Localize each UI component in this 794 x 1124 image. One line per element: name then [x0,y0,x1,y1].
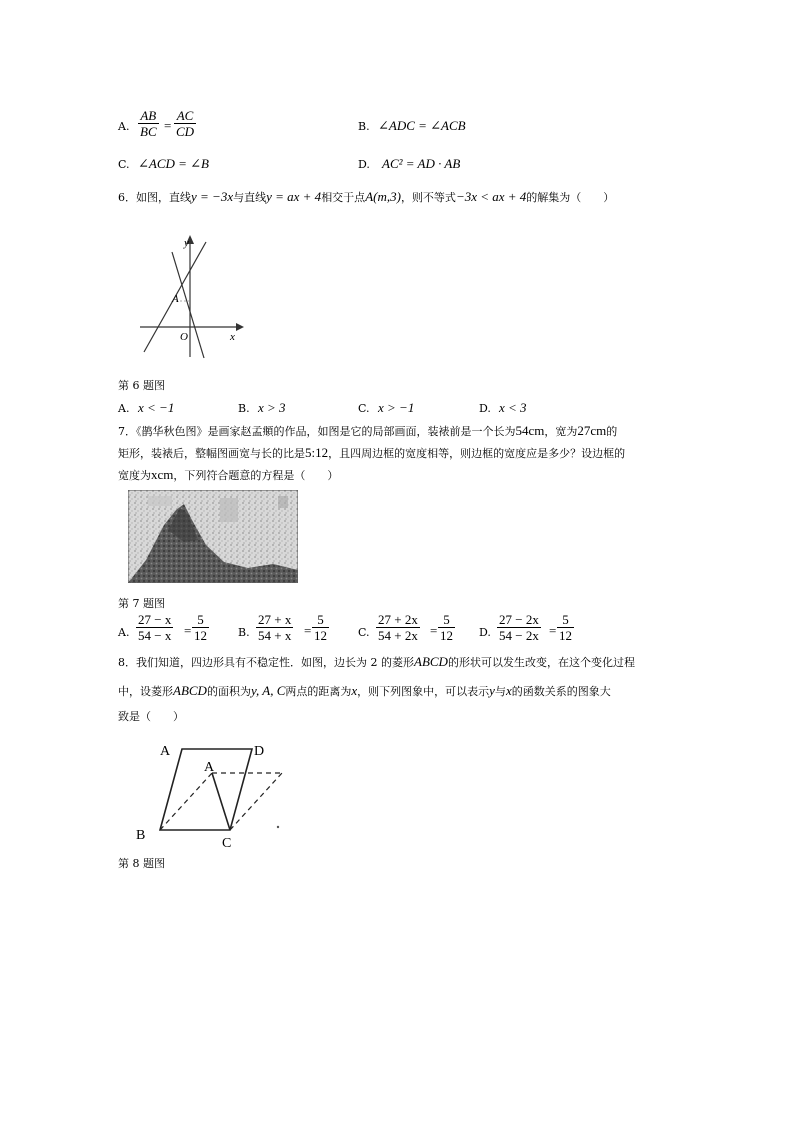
q7-ratio: 5:12 [305,445,329,460]
q6-option-c-text: x > −1 [378,400,415,415]
q7-option-b-lhs [256,612,293,643]
q8-stem-text: 中，设菱形 [118,685,173,698]
q6-option-b-text: x > 3 [258,400,286,415]
equals-sign: = [430,623,438,638]
q7-option-c-lhs [376,612,420,643]
q7-stem-text: ，且四周边框的宽度相等，则边框的宽度应是多少？设边框的 [328,447,626,460]
q7-length: 54cm [515,423,545,438]
q8-vertex-a-label: A [160,744,171,759]
q6-line1-eq: y = −3x [191,189,234,204]
q7-stem-text: ，下列符合题意的方程是（ ） [173,469,339,482]
q7-option-c-label: C. [358,626,370,639]
q8-vertex-b-label: B [136,828,146,843]
q8-stem-text: 与 [494,685,506,698]
equals-sign: = [184,623,192,638]
equals-sign: = [164,118,172,133]
q7-option-b-label: B. [238,626,250,639]
fraction-numerator: 27 − 2x [499,612,539,627]
q8-stem-text: 8．我们知道，四边形具有不稳定性．如图，边长为 2 的菱形 [118,656,414,669]
q7-option-d-rhs [557,612,574,643]
q6-stem-text: 与直线 [233,191,267,204]
q8-var-x: x [505,683,512,698]
fraction-denominator: CD [176,124,195,139]
fraction-denominator: 12 [194,628,207,643]
fraction-numerator: 5 [443,612,450,627]
q5-option-d-expr: AC² = AD · AB [382,156,461,171]
q8-shape: ABCD [414,654,448,669]
q7-stem-line1 [118,424,617,439]
fraction-denominator: 54 + x [258,628,292,643]
q6-origin-label: O [180,331,188,343]
q7-option-d-lhs [497,612,541,643]
fraction-denominator: 12 [440,628,453,643]
q8-var-x: x [351,683,358,698]
q8-stem-line3 [118,710,184,724]
fraction-denominator: 54 + 2x [378,628,418,643]
q5-option-a-label: A. [118,120,130,133]
fraction-numerator: 5 [317,612,324,627]
fraction-numerator: 5 [562,612,569,627]
equals-sign: = [304,623,312,638]
q6-stem [118,190,614,205]
q6-caption: 第 6 题图 [118,379,165,392]
q5-option-a-fraction2 [174,108,196,139]
q7-option-c-rhs [438,612,455,643]
q6-inequality: −3x < ax + 4 [455,189,527,204]
q5-option-a-fraction1 [138,108,159,139]
q8-stem-text: ，则下列图象中，可以表示 [357,685,490,698]
q6-axis-y-label: y [184,237,189,249]
q7-stem-text: ，宽为 [544,425,578,438]
q8-stem-line2 [118,684,611,699]
q6-line2-eq: y = ax + 4 [266,189,322,204]
q6-point-a-label: A [172,293,179,305]
q6-option-c-label: C. [358,402,370,415]
q8-stem-text: 致是（ ） [118,710,184,723]
q5-option-b-expr: ∠ADC = ∠ACB [378,118,466,133]
q8-shape: ABCD [173,683,207,698]
q8-rhombus-figure [132,735,302,853]
fraction-numerator: 27 + x [258,612,292,627]
fraction-denominator: 12 [314,628,327,643]
q8-caption: 第 8 题图 [118,857,165,870]
q5-option-c-label: C. [118,158,130,171]
q6-option-b-label: B. [238,402,250,415]
q8-stem-text: 的面积为 [206,685,251,698]
fraction-numerator: AC [176,108,194,123]
q8-stem-line1 [118,655,635,670]
q6-stem-text: 6．如图，直线 [118,191,191,204]
q6-graph-figure [136,232,246,362]
q7-option-a-rhs [192,612,209,643]
q7-width: 27cm [577,423,607,438]
q7-stem-text: 7．《鹊华秋色图》是画家赵孟頫的作品，如图是它的局部画面，装裱前是一个长为 [118,425,516,438]
q7-option-b-rhs [312,612,329,643]
fraction-numerator: AB [140,108,157,123]
q7-variable: xcm [151,467,174,482]
fraction-numerator: 5 [197,612,204,627]
q6-option-a-text: x < −1 [138,400,175,415]
q7-stem-text: 宽度为 [118,469,151,482]
fraction-denominator: 54 − 2x [499,628,539,643]
q8-stem-text: 的函数关系的图象大 [511,685,611,698]
q8-vars: y, A, C [250,683,286,698]
fraction-denominator: 12 [559,628,572,643]
q6-axis-x-label: x [230,331,235,343]
q7-stem-text: 矩形，装裱后，整幅图画宽与长的比是 [118,447,305,460]
equals-sign: = [549,623,557,638]
fraction-numerator: 27 + 2x [378,612,418,627]
q6-option-d-text: x < 3 [499,400,527,415]
fraction-denominator: 54 − x [138,628,172,643]
q7-option-d-label: D. [479,626,491,639]
q7-stem-text: 的 [606,425,618,438]
q8-stem-text: 的形状可以发生改变，在这个变化过程 [447,656,635,669]
q7-option-a-lhs [136,612,173,643]
q5-option-b-label: B. [358,120,370,133]
q7-caption: 第 7 题图 [118,597,165,610]
q6-point: A(m,3) [365,189,401,204]
q8-moved-vertex-a-label: A [204,760,215,775]
q6-option-d-label: D. [479,402,491,415]
q8-vertex-d-label: D [254,744,265,759]
q7-painting-image [128,490,298,583]
q5-option-c-expr: ∠ACD = ∠B [138,156,209,171]
q6-option-a-label: A. [118,402,130,415]
q7-option-a-label: A. [118,626,130,639]
q7-stem-line3 [118,468,338,483]
q8-vertex-c-label: C [222,836,232,851]
q5-option-d-label: D. [358,158,370,171]
q6-stem-text: ，则不等式 [400,191,456,204]
q6-stem-text: 相交于点 [321,191,366,204]
q8-var-y: y [489,683,495,698]
fraction-denominator: BC [140,124,157,139]
fraction-numerator: 27 − x [138,612,172,627]
q6-stem-text: 的解集为（ ） [526,191,615,204]
q8-stem-text: 两点的距离为 [285,685,352,698]
q7-stem-line2 [118,446,625,461]
